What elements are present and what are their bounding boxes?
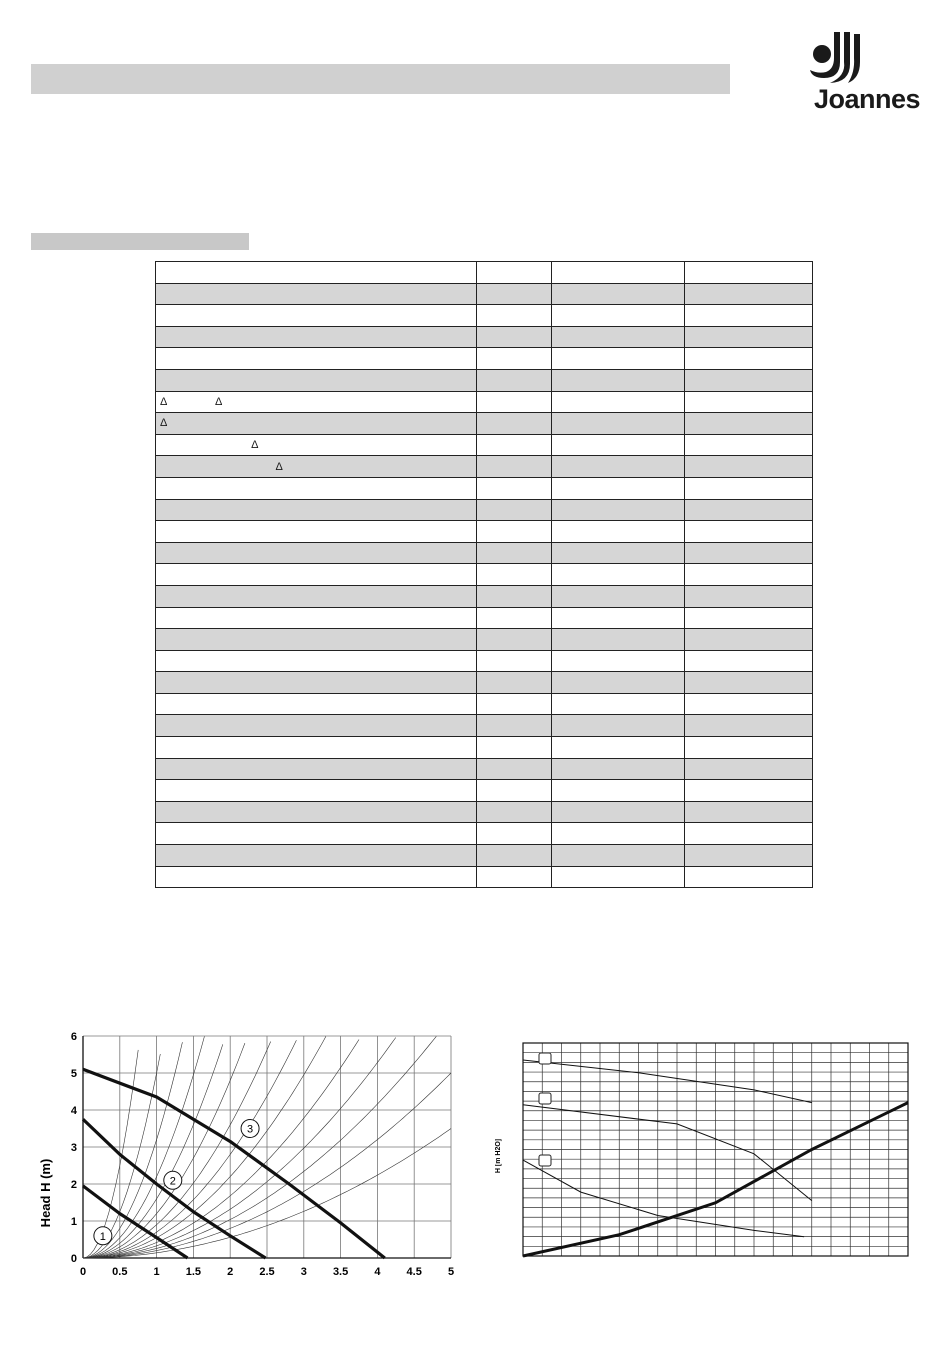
table-cell bbox=[552, 693, 685, 715]
table-cell bbox=[552, 434, 685, 456]
table-cell bbox=[156, 672, 477, 694]
x-tick-label: 4 bbox=[374, 1266, 381, 1278]
table-row bbox=[156, 413, 813, 435]
table-cell bbox=[552, 607, 685, 629]
table-cell bbox=[685, 326, 813, 348]
section-bar bbox=[31, 233, 249, 250]
table-cell bbox=[685, 758, 813, 780]
table-cell bbox=[552, 650, 685, 672]
brand-logo bbox=[748, 28, 920, 112]
table-row bbox=[156, 737, 813, 759]
table-cell bbox=[552, 305, 685, 327]
table-cell bbox=[685, 369, 813, 391]
brand-name: Joannes bbox=[813, 84, 920, 114]
table-cell bbox=[156, 693, 477, 715]
table-row bbox=[156, 758, 813, 780]
table-cell bbox=[477, 672, 552, 694]
table-row bbox=[156, 823, 813, 845]
pump-curve bbox=[523, 1160, 804, 1237]
x-tick-label: 4.5 bbox=[406, 1266, 422, 1278]
table-cell bbox=[552, 262, 685, 284]
table-cell bbox=[685, 650, 813, 672]
curve-label: 3 bbox=[247, 1123, 254, 1136]
y-tick-label: 5 bbox=[70, 1068, 77, 1080]
table-cell bbox=[156, 780, 477, 802]
table-cell bbox=[685, 262, 813, 284]
table-cell bbox=[156, 650, 477, 672]
table-cell bbox=[156, 564, 477, 586]
y-axis-label: H [m H2O] bbox=[495, 1138, 502, 1174]
table-row bbox=[156, 391, 813, 413]
table-cell bbox=[685, 866, 813, 888]
table-cell bbox=[477, 780, 552, 802]
table-cell bbox=[685, 607, 813, 629]
table-cell bbox=[685, 305, 813, 327]
table-cell bbox=[156, 737, 477, 759]
table-cell bbox=[477, 456, 552, 478]
table-cell: Δ Δ bbox=[156, 391, 477, 413]
table-cell bbox=[156, 348, 477, 370]
curve-marker-box bbox=[539, 1053, 551, 1064]
table-cell bbox=[477, 521, 552, 543]
table-cell bbox=[552, 737, 685, 759]
table-cell bbox=[685, 737, 813, 759]
table-cell bbox=[552, 585, 685, 607]
table-cell: Δ bbox=[156, 456, 477, 478]
x-tick-label: 0 bbox=[79, 1266, 87, 1278]
spec-table bbox=[155, 261, 813, 888]
table-cell bbox=[552, 780, 685, 802]
table-cell bbox=[477, 758, 552, 780]
table-cell bbox=[552, 326, 685, 348]
system-curve bbox=[83, 1040, 359, 1259]
table-cell bbox=[552, 477, 685, 499]
table-row bbox=[156, 585, 813, 607]
table-cell bbox=[477, 499, 552, 521]
table-row bbox=[156, 348, 813, 370]
table-cell bbox=[477, 629, 552, 651]
table-cell bbox=[685, 413, 813, 435]
table-cell bbox=[477, 413, 552, 435]
table-row bbox=[156, 564, 813, 586]
table-cell bbox=[685, 391, 813, 413]
table-cell bbox=[156, 629, 477, 651]
table-cell bbox=[685, 456, 813, 478]
table-cell bbox=[552, 823, 685, 845]
table-cell bbox=[156, 369, 477, 391]
table-cell bbox=[156, 845, 477, 867]
table-row bbox=[156, 650, 813, 672]
table-cell: Δ bbox=[156, 413, 477, 435]
table-row bbox=[156, 456, 813, 478]
table-cell bbox=[477, 650, 552, 672]
table-cell bbox=[156, 305, 477, 327]
table-row bbox=[156, 607, 813, 629]
table-cell bbox=[477, 348, 552, 370]
x-tick-label: 2.5 bbox=[259, 1266, 275, 1278]
table-row bbox=[156, 801, 813, 823]
curve-label: 2 bbox=[169, 1175, 176, 1188]
table-cell bbox=[685, 521, 813, 543]
table-cell bbox=[477, 326, 552, 348]
table-cell bbox=[552, 715, 685, 737]
table-cell bbox=[477, 542, 552, 564]
y-tick-label: 1 bbox=[70, 1216, 77, 1228]
table-cell bbox=[477, 434, 552, 456]
x-tick-label: 1 bbox=[153, 1266, 160, 1278]
table-cell bbox=[552, 348, 685, 370]
y-tick-label: 2 bbox=[70, 1179, 77, 1191]
table-row bbox=[156, 780, 813, 802]
table-cell bbox=[685, 564, 813, 586]
table-row bbox=[156, 283, 813, 305]
table-cell bbox=[685, 801, 813, 823]
table-cell bbox=[552, 758, 685, 780]
table-cell bbox=[685, 823, 813, 845]
table-cell bbox=[477, 391, 552, 413]
table-cell bbox=[685, 542, 813, 564]
pump-curve bbox=[523, 1060, 812, 1103]
table-cell bbox=[156, 758, 477, 780]
table-row bbox=[156, 262, 813, 284]
table-cell bbox=[477, 283, 552, 305]
table-cell bbox=[477, 607, 552, 629]
table-row bbox=[156, 715, 813, 737]
table-cell bbox=[552, 499, 685, 521]
table-cell bbox=[552, 369, 685, 391]
table-cell bbox=[552, 845, 685, 867]
system-curve bbox=[83, 1043, 245, 1258]
table-row bbox=[156, 672, 813, 694]
pump-curve-3 bbox=[83, 1069, 385, 1258]
table-cell bbox=[477, 262, 552, 284]
table-row bbox=[156, 845, 813, 867]
table-cell bbox=[477, 305, 552, 327]
table-cell bbox=[156, 542, 477, 564]
joannes-swirl-icon bbox=[808, 28, 868, 84]
table-cell bbox=[477, 845, 552, 867]
x-tick-label: 1.5 bbox=[185, 1266, 202, 1278]
table-cell: Δ bbox=[156, 434, 477, 456]
table-cell bbox=[552, 629, 685, 651]
table-cell bbox=[552, 564, 685, 586]
table-cell bbox=[156, 866, 477, 888]
table-row bbox=[156, 305, 813, 327]
table-cell bbox=[477, 715, 552, 737]
table-cell bbox=[156, 326, 477, 348]
table-cell bbox=[552, 521, 685, 543]
table-row bbox=[156, 477, 813, 499]
table-cell bbox=[156, 585, 477, 607]
table-cell bbox=[552, 542, 685, 564]
y-tick-label: 3 bbox=[70, 1142, 77, 1154]
pump-curve bbox=[523, 1105, 812, 1201]
table-cell bbox=[477, 866, 552, 888]
table-cell bbox=[477, 477, 552, 499]
x-tick-label: 3.5 bbox=[332, 1266, 349, 1278]
x-tick-label: 5 bbox=[447, 1266, 455, 1278]
table-row bbox=[156, 369, 813, 391]
table-cell bbox=[685, 499, 813, 521]
table-cell bbox=[156, 521, 477, 543]
y-tick-label: 6 bbox=[70, 1031, 77, 1043]
curve-marker-box bbox=[539, 1155, 551, 1166]
table-row bbox=[156, 326, 813, 348]
y-tick-label: 0 bbox=[70, 1253, 77, 1265]
table-cell bbox=[156, 477, 477, 499]
table-cell bbox=[685, 629, 813, 651]
table-cell bbox=[477, 693, 552, 715]
table-cell bbox=[685, 585, 813, 607]
table-cell bbox=[685, 780, 813, 802]
table-row bbox=[156, 499, 813, 521]
table-cell bbox=[477, 801, 552, 823]
y-axis-label: Head H (m) bbox=[38, 1158, 53, 1228]
table-cell bbox=[477, 564, 552, 586]
table-cell bbox=[685, 693, 813, 715]
table-cell bbox=[477, 369, 552, 391]
table-cell bbox=[156, 607, 477, 629]
table-cell bbox=[156, 715, 477, 737]
table-cell bbox=[552, 801, 685, 823]
table-cell bbox=[685, 283, 813, 305]
table-cell bbox=[156, 283, 477, 305]
table-row bbox=[156, 434, 813, 456]
table-cell bbox=[477, 585, 552, 607]
table-row bbox=[156, 629, 813, 651]
table-cell bbox=[685, 715, 813, 737]
pump-head-chart bbox=[30, 1022, 460, 1284]
table-cell bbox=[552, 866, 685, 888]
x-tick-label: 3 bbox=[300, 1266, 307, 1278]
table-cell bbox=[685, 845, 813, 867]
system-curve-chart bbox=[495, 1028, 915, 1268]
table-cell bbox=[685, 477, 813, 499]
table-cell bbox=[552, 456, 685, 478]
table-row bbox=[156, 693, 813, 715]
table-cell bbox=[685, 434, 813, 456]
y-tick-label: 4 bbox=[70, 1105, 77, 1117]
curve-marker-box bbox=[539, 1093, 551, 1104]
table-cell bbox=[552, 283, 685, 305]
table-cell bbox=[552, 391, 685, 413]
table-cell bbox=[552, 413, 685, 435]
curve-label: 1 bbox=[99, 1230, 106, 1243]
table-row bbox=[156, 542, 813, 564]
title-bar bbox=[31, 64, 730, 94]
table-cell bbox=[156, 262, 477, 284]
table-row bbox=[156, 866, 813, 888]
table-cell bbox=[685, 348, 813, 370]
table-cell bbox=[477, 823, 552, 845]
table-cell bbox=[156, 823, 477, 845]
x-tick-label: 0.5 bbox=[112, 1266, 128, 1278]
table-cell bbox=[477, 737, 552, 759]
table-cell bbox=[156, 499, 477, 521]
table-cell bbox=[156, 801, 477, 823]
table-row bbox=[156, 521, 813, 543]
table-cell bbox=[685, 672, 813, 694]
table-cell bbox=[552, 672, 685, 694]
x-tick-label: 2 bbox=[227, 1266, 234, 1278]
